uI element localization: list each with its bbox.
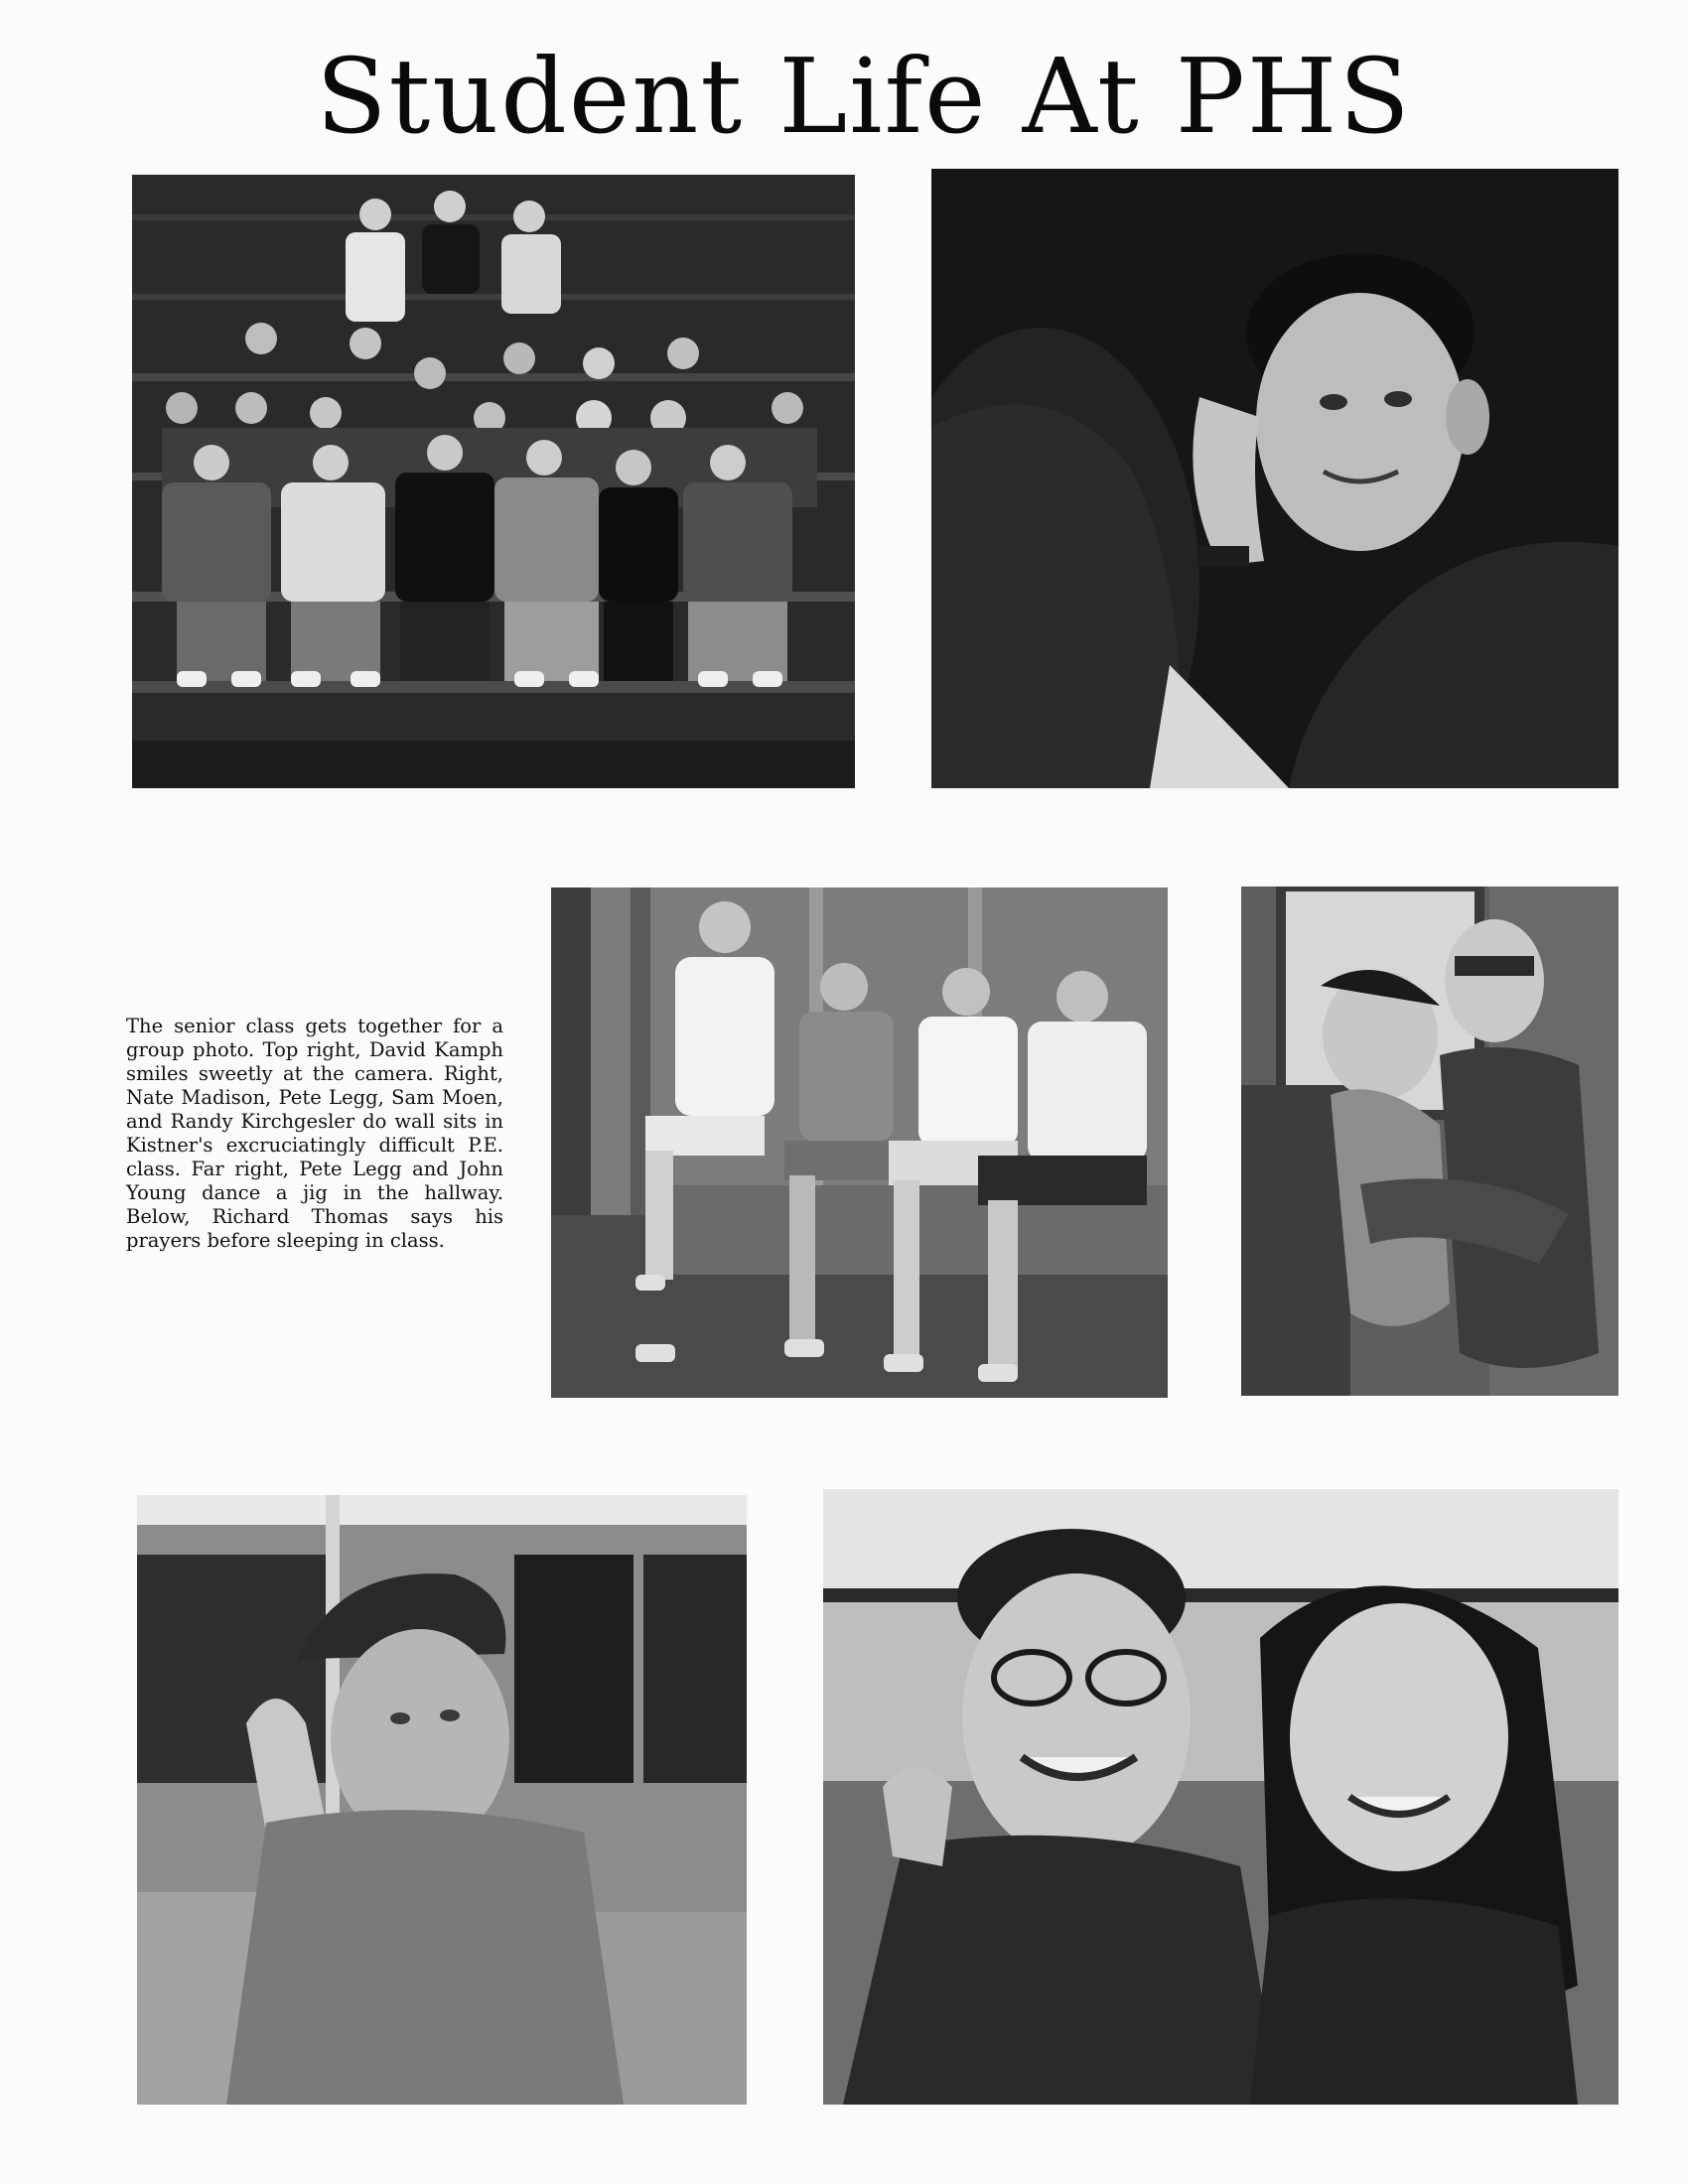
page-title: Student Life At PHS bbox=[316, 36, 1412, 157]
senior-class-group-photo bbox=[132, 175, 855, 788]
praying-student-photo bbox=[137, 1495, 747, 2105]
smiling-couple-photo bbox=[823, 1489, 1618, 2105]
wall-sits-photo bbox=[551, 887, 1168, 1398]
smiling-student-photo bbox=[931, 169, 1618, 788]
photo-caption: The senior class gets together for a group photo. Top right, David Kamph smiles sweetly at the camera. Right, Nate Madison, Pete Legg, Sam Moen, and Randy Kirchgesler do wall sits in Kistner's excruciatingly difficult P.E. class. Far right, Pete Legg and John Young dance a jig in the hallway. Below, Richard Thomas says his prayers before sleeping in class. bbox=[126, 1015, 503, 1252]
hallway-dance-photo bbox=[1241, 887, 1618, 1396]
